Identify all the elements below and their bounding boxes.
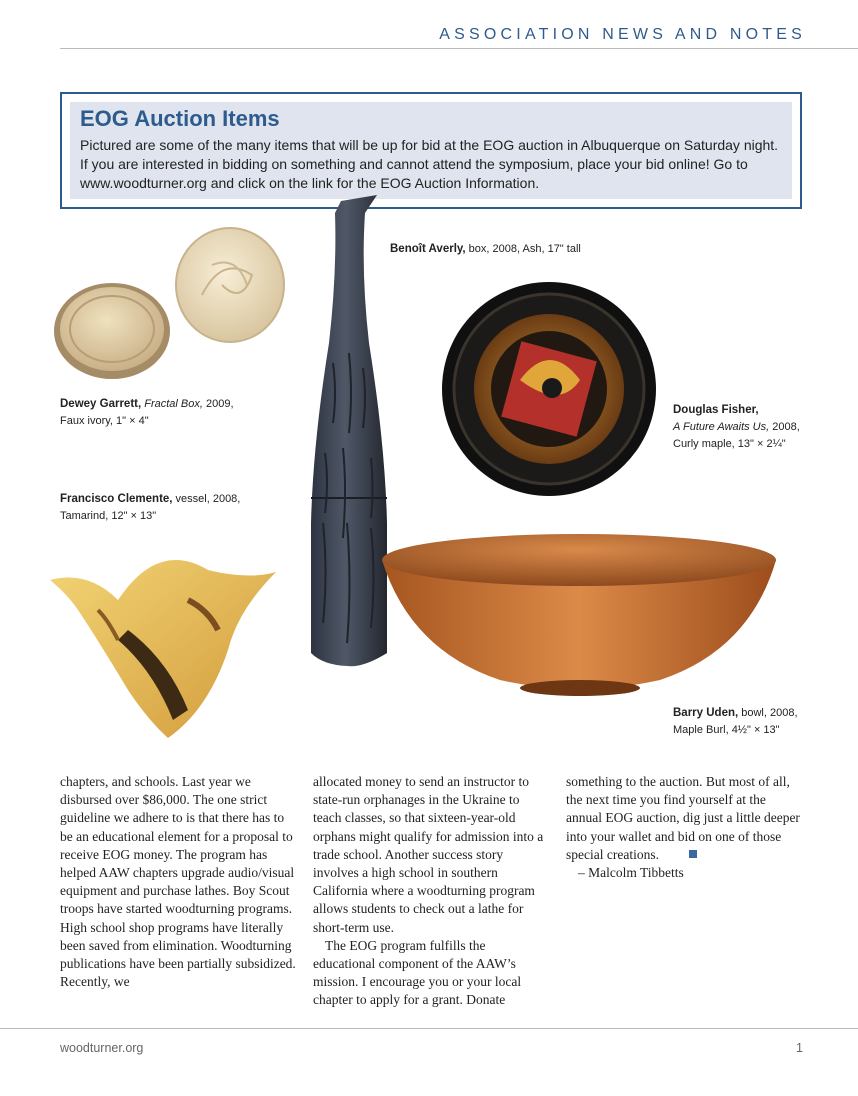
caption-work-title: A Future Awaits Us, bbox=[673, 421, 770, 433]
auction-box-text: Pictured are some of the many items that will be up for bid at the EOG auction in Albuquerque on Saturday night. If you are interested in bidding on something and cannot attend the symposium, place your bid online! Go to www.woodturner.org and click on the link for the EOG Auction Information. bbox=[80, 137, 779, 191]
auction-info-box-inner bbox=[70, 102, 792, 199]
caption-materials: Maple Burl, 4½" × 13" bbox=[673, 724, 780, 736]
auction-box-title: EOG Auction Items bbox=[80, 106, 280, 131]
page-number: 1 bbox=[796, 1041, 803, 1055]
caption-details: bowl, 2008, bbox=[738, 707, 798, 719]
author-signature: – Malcolm Tibbetts bbox=[578, 865, 684, 881]
caption-artist: Barry Uden, bbox=[673, 707, 739, 719]
article-paragraph: The EOG program fulfills the educational component of the AAW’s mission. I encourage you or your local chapter to apply for a grant. Donate bbox=[313, 937, 522, 1008]
caption-francisco-clemente bbox=[60, 491, 240, 525]
caption-artist: Francisco Clemente, bbox=[60, 493, 173, 505]
article-paragraph: chapters, and schools. Last year we disbursed over $86,000. The one strict guideline we adhere to is that there has to be an educational element for a proposal to receive EOG money. The program has helped AAW chapters upgrade audio/visual equipment and purchase lathes. Boy Scout troops have started woodturning programs. High school shop programs have literally been saved from elimination. Woodturning publications have been partially subsidized. Recently, we bbox=[60, 774, 296, 990]
article-closing-text: something to the auction. But most of all, the next time you find yourself at the annual EOG auction, dig just a little deeper into your wallet and bid on one of those special creations. bbox=[566, 774, 800, 862]
caption-details: 2008, bbox=[769, 421, 800, 433]
caption-work-title: Fractal Box, bbox=[144, 398, 203, 410]
caption-details: box, 2008, Ash, 17" tall bbox=[465, 243, 581, 255]
section-header: ASSOCIATION NEWS AND NOTES bbox=[439, 26, 806, 43]
article-paragraph bbox=[566, 773, 802, 864]
caption-benoit-averly bbox=[390, 241, 581, 258]
caption-barry-uden bbox=[673, 705, 798, 739]
maple-burl-bowl-photo bbox=[380, 530, 780, 700]
article-column-1 bbox=[60, 773, 296, 991]
caption-artist: Dewey Garrett, bbox=[60, 398, 142, 410]
caption-details: 2009, bbox=[202, 398, 234, 410]
end-of-article-icon bbox=[689, 850, 697, 858]
caption-materials: Tamarind, 12" × 13" bbox=[60, 510, 157, 522]
footer-site: woodturner.org bbox=[60, 1041, 144, 1055]
caption-artist: Benoît Averly, bbox=[390, 243, 466, 255]
tamarind-vessel-photo bbox=[38, 540, 288, 745]
article-column-3 bbox=[566, 773, 802, 882]
article-paragraph: allocated money to send an instructor to state-run orphanages in the Ukraine to teach classes, so that sixteen-year-old orphans might qualify for admission into a trade school. Another success story involves a high school in southern California where a woodturning program allows students to check out a lathe for short-term use. bbox=[313, 774, 544, 935]
caption-materials: Curly maple, 13" × 2¼" bbox=[673, 438, 786, 450]
header-divider bbox=[60, 48, 858, 49]
caption-douglas-fisher bbox=[673, 402, 800, 453]
caption-materials: Faux ivory, 1" × 4" bbox=[60, 415, 149, 427]
caption-artist: Douglas Fisher, bbox=[673, 404, 759, 416]
auction-info-box bbox=[60, 92, 802, 209]
footer-divider bbox=[0, 1028, 858, 1029]
maple-platter-photo bbox=[440, 280, 658, 498]
article-column-2 bbox=[313, 773, 549, 1010]
caption-details: vessel, 2008, bbox=[172, 493, 241, 505]
fractal-box-photo bbox=[52, 225, 287, 385]
caption-dewey-garrett bbox=[60, 396, 234, 430]
